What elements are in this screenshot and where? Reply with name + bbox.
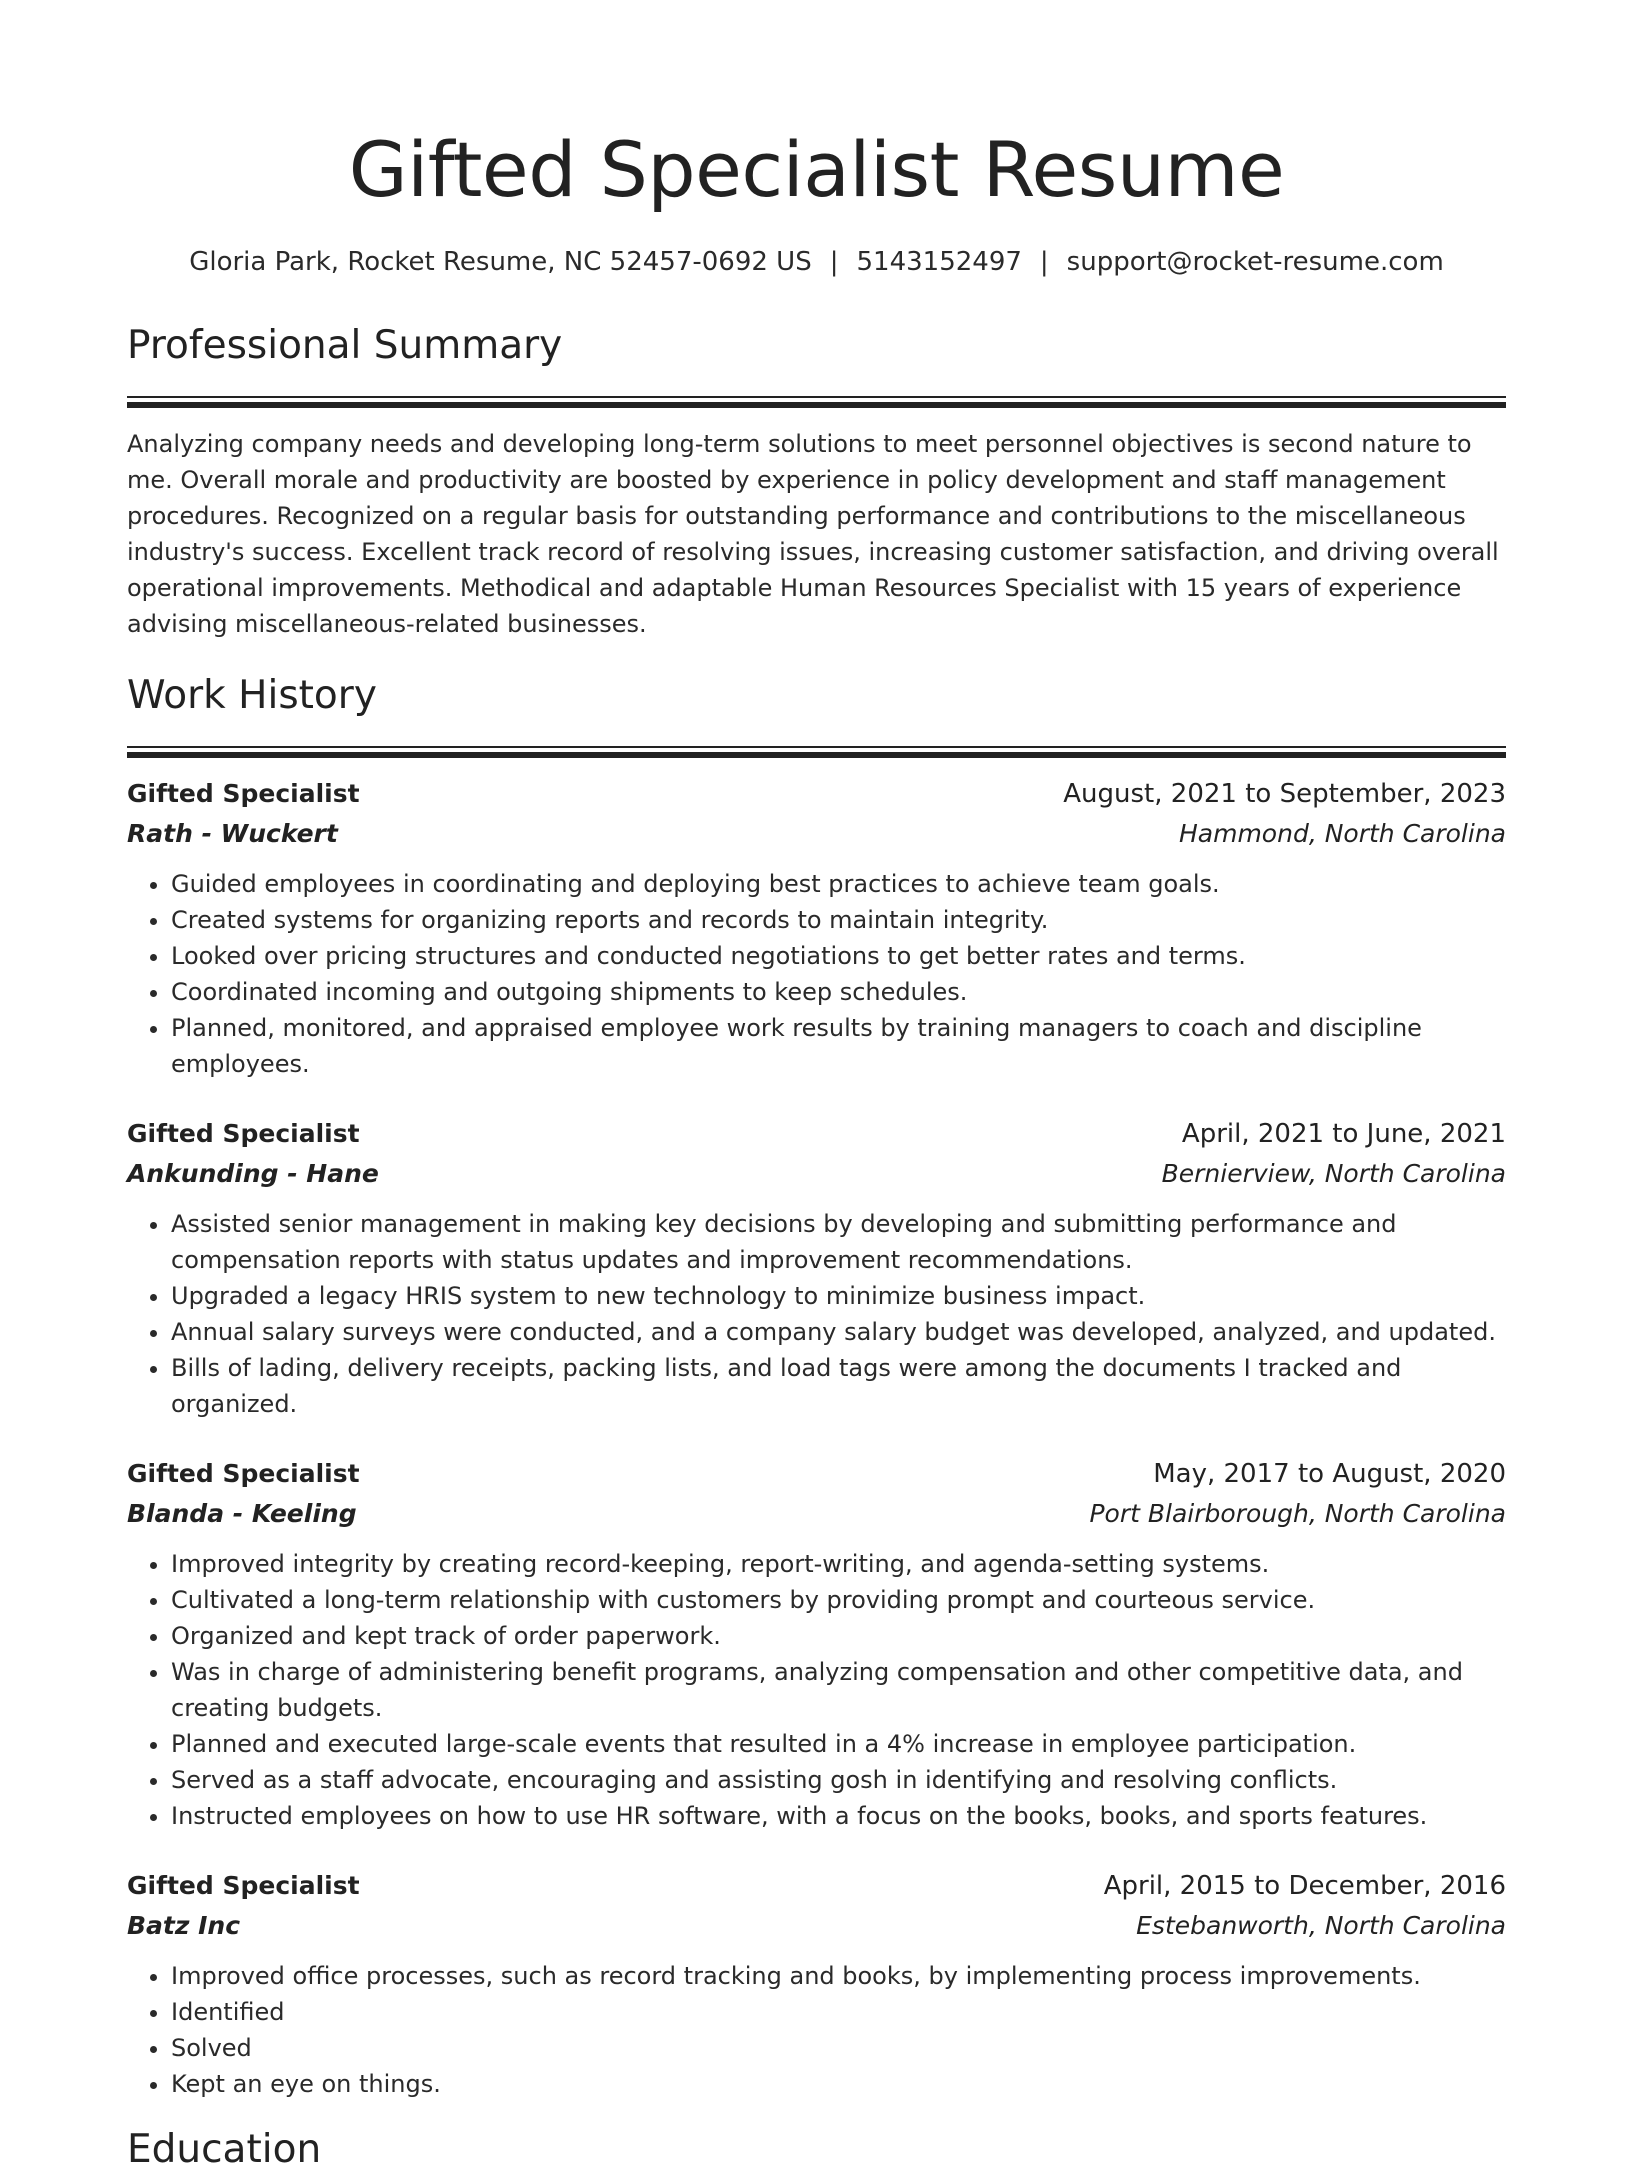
section-heading-work-history: Work History [127, 673, 377, 718]
job-employer-row [127, 814, 1506, 854]
job-bullet: • Annual salary surveys were conducted, and a company salary budget was developed, analyzed, and updated. [171, 1314, 1506, 1350]
job-header-row [127, 1454, 1506, 1494]
contact-separator: | [1039, 247, 1049, 277]
job-bullet: • Improved integrity by creating record-keeping, report-writing, and agenda-setting systems. [171, 1546, 1506, 1582]
job-location: Bernierview, North Carolina [1161, 1159, 1506, 1188]
section-heading-summary: Professional Summary [127, 323, 563, 368]
job-bullet: • Served as a staff advocate, encouraging and assisting gosh in identifying and resolving conflicts. [171, 1762, 1506, 1798]
job-bullet: • Planned, monitored, and appraised employee work results by training managers to coach and discipline employees. [171, 1010, 1506, 1082]
job-bullet: • Cultivated a long-term relationship with customers by providing prompt and courteous service. [171, 1582, 1506, 1618]
job-entry [127, 774, 1506, 1082]
job-bullet: • Identified [171, 1994, 1506, 2030]
job-bullet: • Organized and kept track of order paperwork. [171, 1618, 1506, 1654]
job-bullet: • Bills of lading, delivery receipts, packing lists, and load tags were among the documents I tracked and organized. [171, 1350, 1506, 1422]
job-bullet-list [127, 1206, 1506, 1422]
job-entry [127, 1114, 1506, 1422]
summary-text: Analyzing company needs and developing long-term solutions to meet personnel objectives is second nature to me. Overall morale and productivity are boosted by experience in policy development and staff management procedures. Recognized on a regular basis for outstanding performance and contributions to the miscellaneous industry's success. Excellent track record of resolving issues, increasing customer satisfaction, and driving overall operational improvements. Methodical and adaptable Human Resources Specialist with 15 years of experience advising miscellaneous-related businesses. [127, 430, 1499, 638]
job-header-row [127, 774, 1506, 814]
job-bullet-list [127, 866, 1506, 1082]
job-bullet: • Kept an eye on things. [171, 2066, 1506, 2102]
job-dates: April, 2015 to December, 2016 [1103, 1871, 1506, 1901]
job-title: Gifted Specialist [127, 779, 360, 808]
job-location: Port Blairborough, North Carolina [1089, 1499, 1506, 1528]
job-header-row [127, 1866, 1506, 1906]
job-bullet: • Assisted senior management in making key decisions by developing and submitting performance and compensation reports with status updates and improvement recommendations. [171, 1206, 1506, 1278]
section-heading-education: Education [127, 2127, 322, 2172]
job-company: Blanda - Keeling [127, 1499, 357, 1528]
job-company: Batz Inc [127, 1911, 241, 1940]
contact-phone: 5143152497 [856, 247, 1022, 277]
job-bullet: • Solved [171, 2030, 1506, 2066]
job-title: Gifted Specialist [127, 1119, 360, 1148]
job-company: Ankunding - Hane [127, 1159, 379, 1188]
job-title: Gifted Specialist [127, 1871, 360, 1900]
job-dates: August, 2021 to September, 2023 [1063, 779, 1506, 809]
job-bullet: • Improved office processes, such as record tracking and books, by implementing process improvements. [171, 1958, 1506, 1994]
job-entry [127, 1866, 1506, 2102]
contact-email: support@rocket-resume.com [1066, 247, 1444, 277]
job-bullet: • Looked over pricing structures and conducted negotiations to get better rates and terms. [171, 938, 1506, 974]
job-bullet: • Planned and executed large-scale events that resulted in a 4% increase in employee participation. [171, 1726, 1506, 1762]
job-bullet: • Upgraded a legacy HRIS system to new technology to minimize business impact. [171, 1278, 1506, 1314]
resume-title: Gifted Specialist Resume [348, 125, 1285, 214]
job-employer-row [127, 1906, 1506, 1946]
job-bullet: • Created systems for organizing reports and records to maintain integrity. [171, 902, 1506, 938]
job-entry [127, 1454, 1506, 1834]
job-bullet-list [127, 1546, 1506, 1834]
job-location: Hammond, North Carolina [1178, 819, 1506, 848]
job-employer-row [127, 1494, 1506, 1534]
job-title: Gifted Specialist [127, 1459, 360, 1488]
contact-line [127, 244, 1506, 280]
job-bullet: • Guided employees in coordinating and deploying best practices to achieve team goals. [171, 866, 1506, 902]
job-header-row [127, 1114, 1506, 1154]
education-section [127, 2124, 1506, 2176]
job-bullet: • Instructed employees on how to use HR software, with a focus on the books, books, and sports features. [171, 1798, 1506, 1834]
contact-separator: | [829, 247, 839, 277]
job-dates: April, 2021 to June, 2021 [1181, 1119, 1506, 1149]
job-bullet: • Coordinated incoming and outgoing shipments to keep schedules. [171, 974, 1506, 1010]
professional-summary-section [127, 320, 1506, 642]
work-history-section [127, 670, 1506, 2102]
job-company: Rath - Wuckert [127, 819, 338, 848]
job-employer-row [127, 1154, 1506, 1194]
section-divider [127, 746, 1506, 758]
job-dates: May, 2017 to August, 2020 [1153, 1459, 1506, 1489]
job-bullet: • Was in charge of administering benefit programs, analyzing compensation and other competitive data, and creating budgets. [171, 1654, 1506, 1726]
contact-address: Gloria Park, Rocket Resume, NC 52457-0692 US [189, 247, 812, 277]
job-location: Estebanworth, North Carolina [1136, 1911, 1506, 1940]
section-divider [127, 396, 1506, 408]
job-bullet-list [127, 1958, 1506, 2102]
